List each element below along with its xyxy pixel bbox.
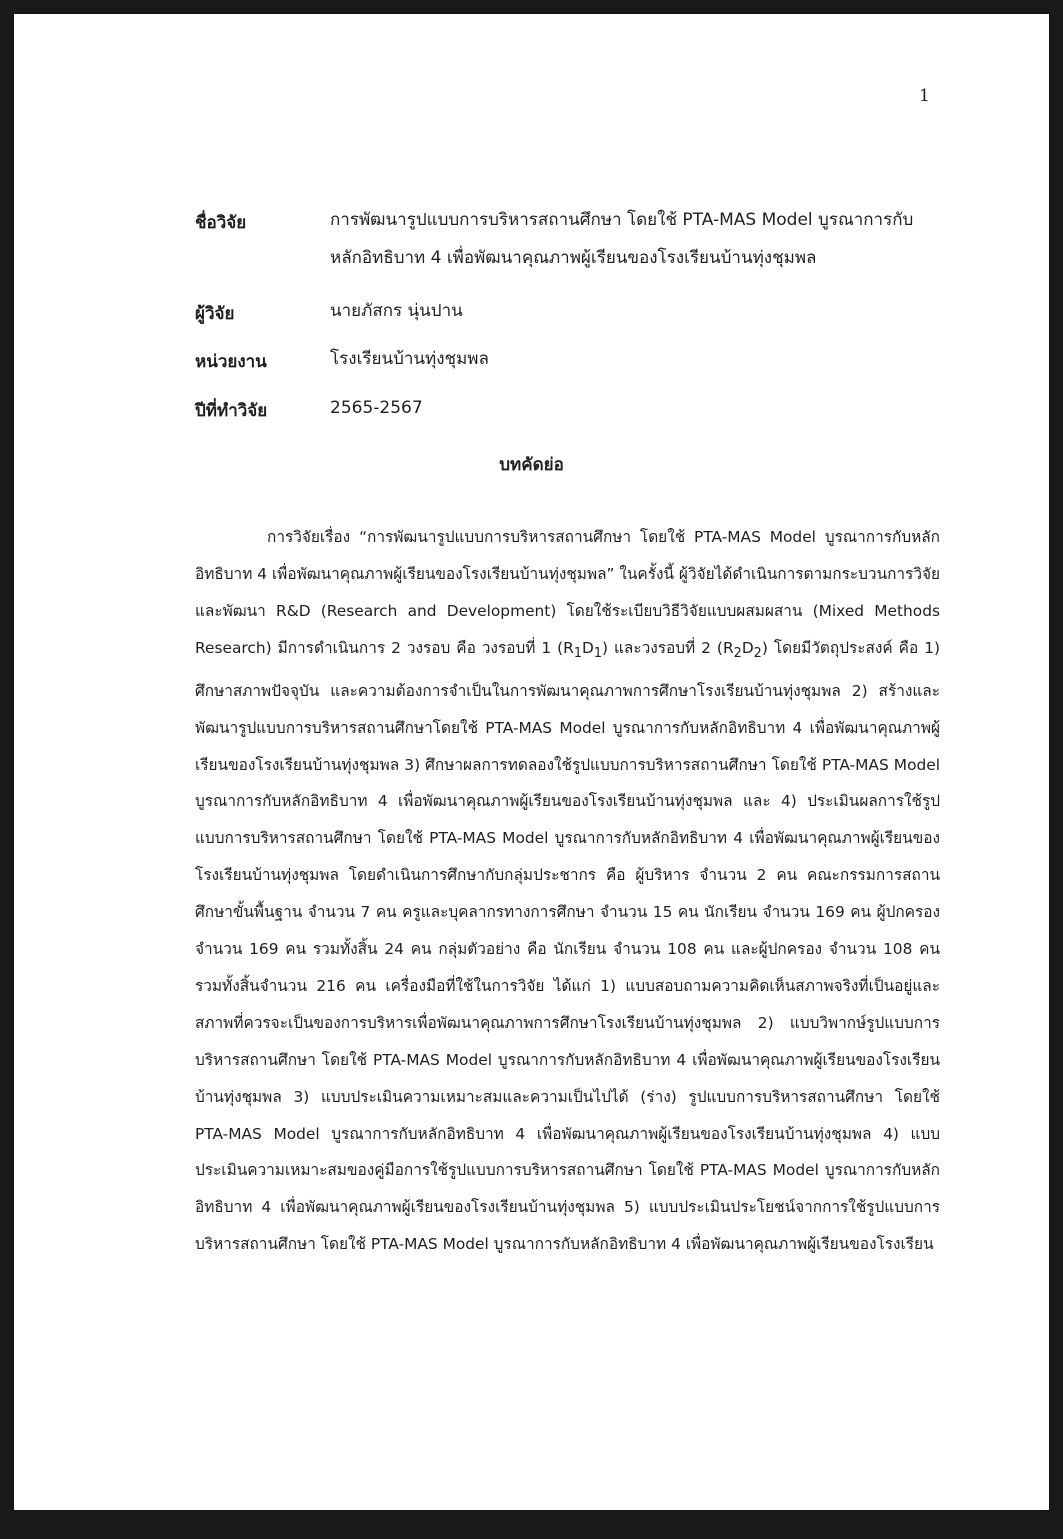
agency-value: โรงเรียนบ้านทุ่งชุมพล <box>330 349 489 369</box>
subscript-d2: 2 <box>753 645 762 661</box>
abstract-text-part-3: ) และวงรอบที่ 2 (R <box>602 638 734 657</box>
abstract-text-part-1: การวิจัยเรื่อง “การพัฒนารูปแบบการบริหารสถานศึกษา โดยใช้ PTA-MAS Model บูรณาการกับหลักอิทธิบาท 4 เพื่อพัฒนาคุณภาพผู้เรียนของโรงเรียนบ้านทุ่งชุมพล” ในครั้งนี้ ผู้วิจัยได้ดำเนินการตามกระบวนการวิจัยและพัฒนา R&D (Research and Development) โดยใช้ระเบียบวิธีวิจัยแบบผสมผสาน (Mixed Methods Research) มีการดำเนินการ 2 วงรอบ คือ วงรอบที่ 1 (R <box>195 528 940 657</box>
abstract-text-part-5: ) โดยมีวัตถุประสงค์ คือ 1) ศึกษาสภาพปัจจุบัน และความต้องการจำเป็นในการพัฒนาคุณภาพการศึกษาโรงเรียนบ้านทุ่งชุมพล 2) สร้างและพัฒนารูปแบบการบริหารสถานศึกษาโดยใช้ PTA-MAS Model บูรณาการกับหลักอิทธิบาท 4 เพื่อพัฒนาคุณภาพผู้เรียนของโรงเรียนบ้านทุ่งชุมพล 3) ศึกษาผลการทดลองใช้รูปแบบการบริหารสถานศึกษา โดยใช้ PTA-MAS Model บูรณาการกับหลักอิทธิบาท 4 เพื่อพัฒนาคุณภาพผู้เรียนของโรงเรียนบ้านทุ่งชุมพล และ 4) ประเมินผลการใช้รูปแบบการบริหารสถานศึกษา โดยใช้ PTA-MAS Model บูรณาการกับหลักอิทธิบาท 4 เพื่อพัฒนาคุณภาพผู้เรียนของโรงเรียนบ้านทุ่งชุมพล โดยดำเนินการศึกษากับกลุ่มประชากร คือ ผู้บริหาร จำนวน 2 คน คณะกรรมการสถานศึกษาขั้นพื้นฐาน จำนวน 7 คน ครูและบุคลากรทางการศึกษา จำนวน 15 คน นักเรียน จำนวน 169 คน ผู้ปกครอง จำนวน 169 คน รวมทั้งสิ้น 24 คน กลุ่มตัวอย่าง คือ นักเรียน จำนวน 108 คน และผู้ปกครอง จำนวน 108 คน รวมทั้งสิ้นจำนวน 216 คน เครื่องมือที่ใช้ในการวิจัย ได้แก่ 1) แบบสอบถามความคิดเห็นสภาพจริงที่เป็นอยู่และสภาพที่ควรจะเป็นของการบริหารเพื่อพัฒนาคุณภาพการศึกษาโรงเรียนบ้านทุ่งชุมพล 2) แบบวิพากษ์รูปแบบการบริหารสถานศึกษา โดยใช้ PTA-MAS Model บูรณาการกับหลักอิทธิบาท 4 เพื่อพัฒนาคุณภาพผู้เรียนของโรงเรียนบ้านทุ่งชุมพล 3) แบบประเมินความเหมาะสมและความเป็นไปได้ (ร่าง) รูปแบบการบริหารสถานศึกษา โดยใช้ PTA-MAS Model บูรณาการกับหลักอิทธิบาท 4 เพื่อพัฒนาคุณภาพผู้เรียนของโรงเรียนบ้านทุ่งชุมพล 4) แบบประเมินความเหมาะสมของคู่มือการใช้รูปแบบการบริหารสถานศึกษา โดยใช้ PTA-MAS Model บูรณาการกับหลักอิทธิบาท 4 เพื่อพัฒนาคุณภาพผู้เรียนของโรงเรียนบ้านทุ่งชุมพล 5) แบบประเมินประโยชน์จากการใช้รูปแบบการบริหารสถานศึกษา โดยใช้ PTA-MAS Model บูรณาการกับหลักอิทธิบาท 4 เพื่อพัฒนาคุณภาพผู้เรียนของโรงเรียน <box>195 638 940 1254</box>
researcher-label: ผู้วิจัย <box>195 304 235 324</box>
researcher-value: นายภัสกร นุ่นปาน <box>330 301 463 321</box>
research-year-label: ปีที่ทำวิจัย <box>195 401 268 421</box>
subscript-r1: 1 <box>573 645 582 661</box>
agency-label: หน่วยงาน <box>195 352 267 372</box>
abstract-text-part-4: D <box>741 638 754 657</box>
research-title-label: ชื่อวิจัย <box>195 213 247 233</box>
abstract-text-part-2: D <box>581 638 594 657</box>
page-number: 1 <box>919 86 930 106</box>
abstract-heading: บทคัดย่อ <box>499 455 564 475</box>
research-year-value: 2565-2567 <box>330 398 423 418</box>
abstract-paragraph <box>195 519 940 1263</box>
subscript-d1: 1 <box>593 645 603 661</box>
research-title-value: การพัฒนารูปแบบการบริหารสถานศึกษา โดยใช้ PTA-MAS Model บูรณาการกับหลักอิทธิบาท 4 เพื่อพัฒนาคุณภาพผู้เรียนของโรงเรียนบ้านทุ่งชุมพล <box>330 210 914 268</box>
document-page <box>14 14 1049 1510</box>
subscript-r2: 2 <box>733 645 742 661</box>
